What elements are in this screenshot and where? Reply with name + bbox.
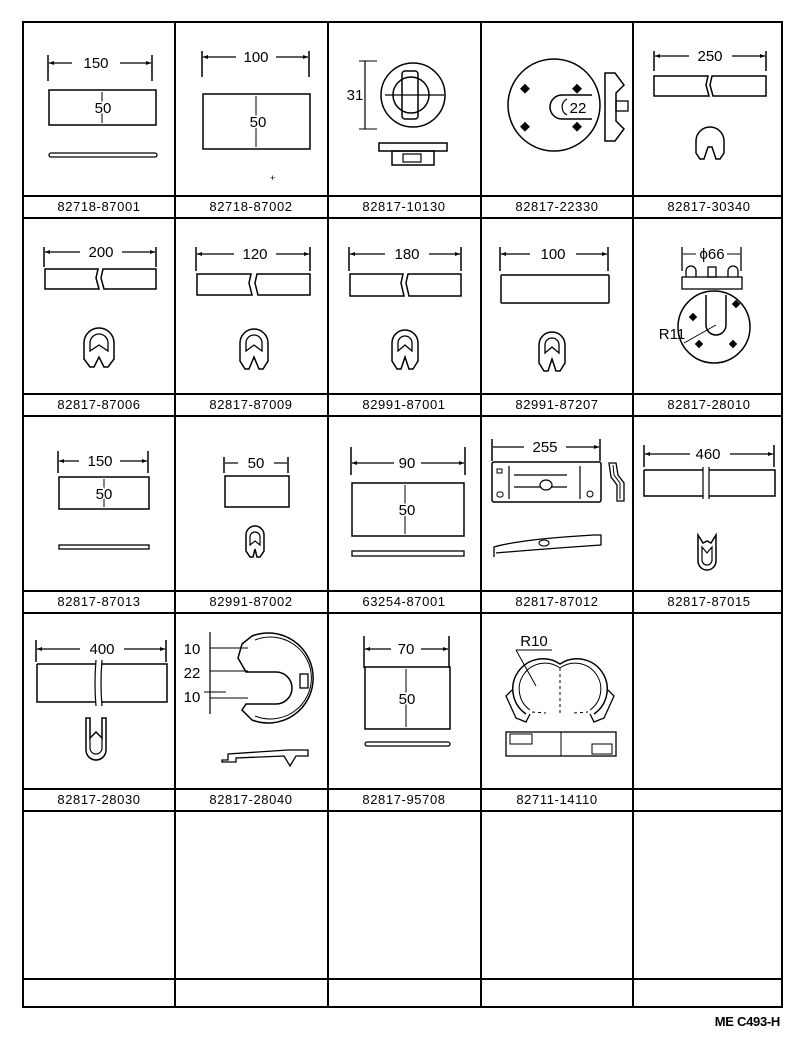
part-cell-63254-87001 bbox=[329, 417, 480, 590]
part-cell-82817-28040 bbox=[176, 614, 327, 788]
radius-dim: R10 bbox=[520, 633, 548, 650]
height-dim: 50 bbox=[94, 100, 112, 117]
part-cell-82817-10130 bbox=[329, 23, 480, 195]
part-number: 82817-28030 bbox=[57, 792, 141, 807]
part-cell-82991-87207 bbox=[482, 219, 632, 393]
pad-drawing bbox=[176, 23, 327, 195]
part-number: 82817-28040 bbox=[209, 792, 293, 807]
small-trim-drawing bbox=[176, 417, 327, 590]
part-number: 82817-87012 bbox=[515, 594, 599, 609]
part-cell-82817-87009 bbox=[176, 219, 327, 393]
length-dim: 100 bbox=[540, 246, 566, 263]
label-divider bbox=[24, 393, 781, 395]
flat-pad-drawing bbox=[24, 417, 174, 590]
height-dim: 50 bbox=[398, 691, 416, 708]
length-dim: 250 bbox=[697, 48, 723, 65]
edge-trim-drawing bbox=[24, 219, 174, 393]
part-number: 82991-87207 bbox=[515, 397, 599, 412]
part-number: 82991-87001 bbox=[362, 397, 446, 412]
edge-trim-drawing bbox=[482, 219, 632, 393]
label-divider bbox=[24, 195, 781, 197]
part-number: 82817-87009 bbox=[209, 397, 293, 412]
part-cell-82991-87002 bbox=[176, 417, 327, 590]
length-dim: 150 bbox=[87, 453, 113, 470]
length-dim: 150 bbox=[83, 55, 109, 72]
part-number: 82817-95708 bbox=[362, 792, 446, 807]
radius-dim: R11 bbox=[658, 326, 686, 343]
height-dim: 50 bbox=[95, 486, 113, 503]
part-cell-82817-87015 bbox=[634, 417, 785, 590]
disc-clip-drawing bbox=[482, 23, 632, 195]
length-dim: 100 bbox=[243, 49, 269, 66]
length-dim: 460 bbox=[695, 446, 721, 463]
part-number: 82817-10130 bbox=[362, 199, 446, 214]
empty-cell bbox=[634, 614, 785, 788]
dim-c: 10 bbox=[183, 689, 201, 706]
part-number: 82817-87006 bbox=[57, 397, 141, 412]
height-dim: 31 bbox=[346, 87, 364, 104]
bracket-plate-drawing bbox=[482, 417, 632, 590]
stray-mark: + bbox=[270, 173, 276, 183]
part-cell-82817-30340 bbox=[634, 23, 785, 195]
double-clamp-drawing bbox=[482, 614, 632, 788]
u-channel-drawing bbox=[634, 417, 785, 590]
part-cell-82817-22330 bbox=[482, 23, 632, 195]
part-number: 82718-87001 bbox=[57, 199, 141, 214]
figure-code: ME C493-H bbox=[714, 1014, 780, 1029]
part-cell-82817-87006 bbox=[24, 219, 174, 393]
round-clip-drawing bbox=[329, 23, 480, 195]
part-cell-82718-87002 bbox=[176, 23, 327, 195]
length-dim: 70 bbox=[397, 641, 415, 658]
parts-grid bbox=[22, 21, 783, 1008]
u-channel-drawing bbox=[24, 614, 174, 788]
length-dim: 255 bbox=[532, 439, 558, 456]
height-dim: 50 bbox=[398, 502, 416, 519]
height-dim: 50 bbox=[249, 114, 267, 131]
part-number: 82711-14110 bbox=[516, 792, 598, 807]
edge-trim-drawing bbox=[634, 23, 785, 195]
part-number: 63254-87001 bbox=[362, 594, 446, 609]
part-number: 82991-87002 bbox=[209, 594, 293, 609]
part-cell-82817-95708 bbox=[329, 614, 480, 788]
part-number: 82817-28010 bbox=[667, 397, 751, 412]
part-cell-82817-87012 bbox=[482, 417, 632, 590]
label-divider bbox=[24, 788, 781, 790]
disc-clamp-drawing bbox=[634, 219, 785, 393]
empty-row bbox=[24, 812, 781, 1006]
part-cell-82718-87001 bbox=[24, 23, 174, 195]
part-number: 82817-30340 bbox=[667, 199, 751, 214]
length-dim: 400 bbox=[89, 641, 115, 658]
length-dim: 120 bbox=[242, 246, 268, 263]
part-number: 82817-22330 bbox=[515, 199, 599, 214]
flat-pad-drawing bbox=[24, 23, 174, 195]
length-dim: 90 bbox=[398, 455, 416, 472]
part-number: 82817-87015 bbox=[667, 594, 751, 609]
label-divider bbox=[24, 590, 781, 592]
part-cell-82991-87001 bbox=[329, 219, 480, 393]
part-cell-82711-14110 bbox=[482, 614, 632, 788]
part-number: 82718-87002 bbox=[209, 199, 293, 214]
length-dim: 50 bbox=[247, 455, 265, 472]
u-clamp-drawing bbox=[176, 614, 327, 788]
diameter-dim: ϕ66 bbox=[699, 246, 725, 263]
part-cell-82817-87013 bbox=[24, 417, 174, 590]
dim-b: 22 bbox=[183, 665, 201, 682]
part-cell-82817-28030 bbox=[24, 614, 174, 788]
flat-pad-drawing bbox=[329, 417, 480, 590]
dim-a: 10 bbox=[183, 641, 201, 658]
flat-pad-drawing bbox=[329, 614, 480, 788]
length-dim: 200 bbox=[88, 244, 114, 261]
part-cell-82817-28010 bbox=[634, 219, 785, 393]
slot-dim: 22 bbox=[569, 100, 587, 117]
edge-trim-drawing bbox=[176, 219, 327, 393]
part-number: 82817-87013 bbox=[57, 594, 141, 609]
edge-trim-drawing bbox=[329, 219, 480, 393]
length-dim: 180 bbox=[394, 246, 420, 263]
